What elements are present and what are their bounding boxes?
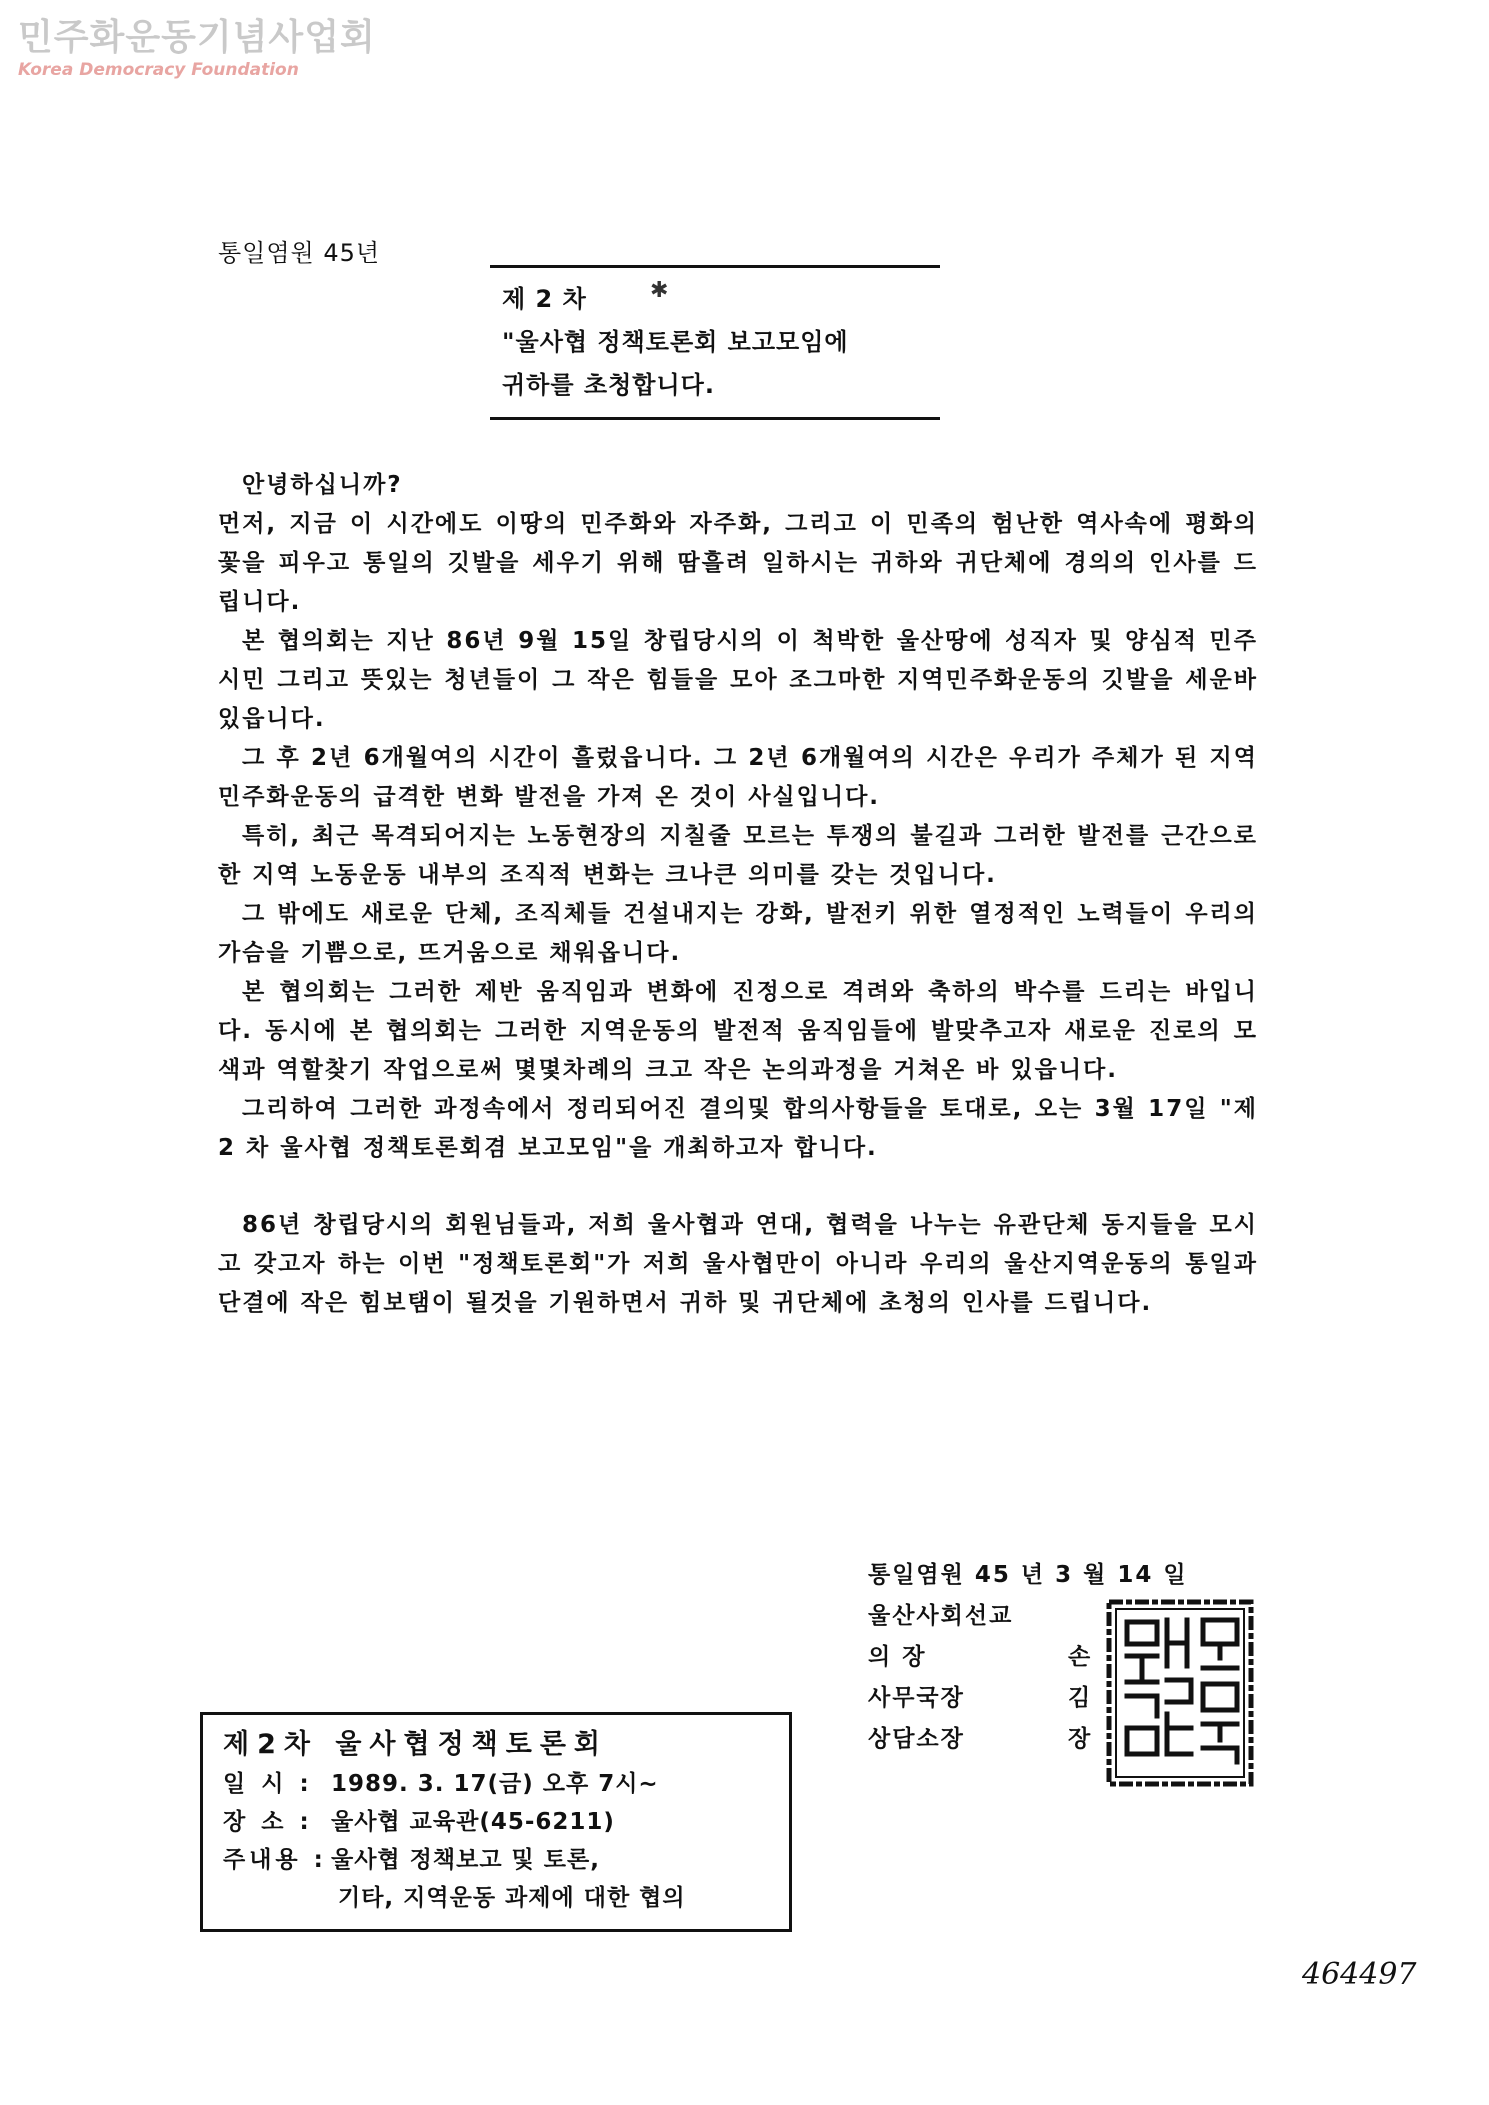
- header-date: 통일염원 45년: [218, 239, 381, 267]
- title-box: [490, 265, 940, 420]
- signature-name: 장: [1068, 1726, 1091, 1752]
- paragraph-gap: [218, 1168, 1258, 1206]
- signature-name: 손: [1068, 1644, 1091, 1670]
- event-datetime: 1989. 3. 17(금) 오후 7시~: [331, 1771, 659, 1797]
- event-content-label: 주내용 :: [223, 1847, 327, 1873]
- letter-body: [218, 466, 1258, 1323]
- paragraph: 본 협의회는 지난 86년 9월 15일 창립당시의 이 척박한 울산땅에 성직자 및 양심적 민주시민 그리고 뜻있는 청년들이 그 작은 힘들을 모아 조그마한 지역민주화운동의 깃발을 세운바 있읍니다.: [218, 628, 1258, 732]
- official-seal-stamp: [1105, 1598, 1255, 1788]
- title-line-1: 제 2 차: [502, 285, 587, 313]
- paragraph: 그 밖에도 새로운 단체, 조직체들 건설내지는 강화, 발전키 위한 열정적인 노력들이 우리의 가슴을 기쁨으로, 뜨거움으로 채워옵니다.: [218, 901, 1258, 966]
- paragraph: 특히, 최근 목격되어지는 노동현장의 지칠줄 모르는 투쟁의 불길과 그러한 발전를 근간으로 한 지역 노동운동 내부의 조직적 변화는 크나큰 의미를 갖는 것입니다.: [218, 823, 1258, 888]
- event-content-row: [223, 1841, 775, 1879]
- paragraph: 먼저, 지금 이 시간에도 이땅의 민주화와 자주화, 그리고 이 민족의 험난한 역사속에 평화의 꽃을 피우고 통일의 깃발을 세우기 위해 땀흘려 일하시는 귀하와 귀단체에 경의의 인사를 드립니다.: [218, 511, 1258, 615]
- signature-date: 통일염원 45 년 3 월 14 일: [868, 1562, 1188, 1588]
- event-title: 제2차 울사협정책토론회: [223, 1729, 609, 1760]
- paragraph: 그리하여 그러한 과정속에서 정리되어진 결의및 합의사항들을 토대로, 오는 3월 17일 "제 2 차 울사협 정책토론회겸 보고모임"을 개최하고자 합니다.: [218, 1096, 1258, 1161]
- watermark-korean: 민주화운동기념사업회: [18, 17, 376, 58]
- event-location-row: [223, 1803, 775, 1841]
- event-info-box: [200, 1712, 792, 1932]
- event-datetime-row: [223, 1765, 775, 1803]
- event-datetime-label: 일 시 :: [223, 1771, 313, 1797]
- greeting: 안녕하십니까?: [242, 472, 403, 498]
- event-location: 울사협 교육관(45-6211): [331, 1809, 615, 1835]
- closing-paragraph: 86년 창립당시의 회원님들과, 저희 울사협과 연대, 협력을 나누는 유관단체 동지들을 모시고 갖고자 하는 이번 "정책토론회"가 저희 울사협만이 아니라 우리의 울산지역운동의 통일과 단결에 작은 힘보탬이 될것을 기원하면서 귀하 및 귀단체에 초청의 인사를 드립니다.: [218, 1212, 1258, 1316]
- watermark: [18, 18, 376, 80]
- event-content: 울사협 정책보고 및 토론,: [331, 1847, 600, 1873]
- signature-name: 김: [1068, 1685, 1091, 1711]
- signature-title: 의 장: [868, 1644, 927, 1670]
- signature-title: 사무국장: [868, 1685, 965, 1711]
- event-content-continued: 기타, 지역운동 과제에 대한 협의: [338, 1885, 686, 1911]
- paragraph: 그 후 2년 6개월여의 시간이 흘렀읍니다. 그 2년 6개월여의 시간은 우리가 주체가 된 지역민주화운동의 급격한 변화 발전을 가져 온 것이 사실입니다.: [218, 745, 1258, 810]
- document-number: 464497: [1302, 1957, 1417, 1992]
- signature-title: 상담소장: [868, 1726, 965, 1752]
- watermark-english: Korea Democracy Foundation: [18, 60, 299, 80]
- event-location-label: 장 소 :: [223, 1809, 313, 1835]
- title-line-3: 귀하를 초청합니다.: [502, 371, 715, 399]
- ink-smudge-icon: ✱: [650, 278, 669, 303]
- title-line-2: "울사협 정책토론회 보고모임에: [502, 328, 849, 356]
- paragraph: 본 협의회는 그러한 제반 움직임과 변화에 진정으로 격려와 축하의 박수를 드리는 바입니다. 동시에 본 협의회는 그러한 지역운동의 발전적 움직임들에 발맞추고자 새로운 진로의 모색과 역할찾기 작업으로써 몇몇차례의 크고 작은 논의과정을 거쳐온 바 있읍니다.: [218, 979, 1258, 1083]
- signature-organization: 울산사회선교: [868, 1603, 1014, 1629]
